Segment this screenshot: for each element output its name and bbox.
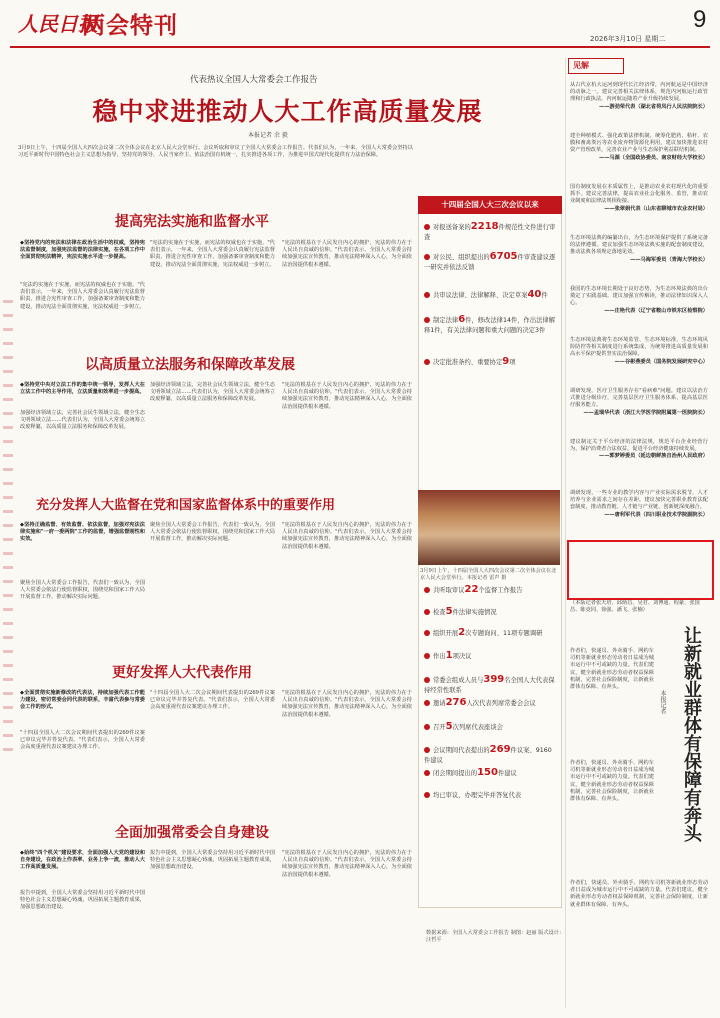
bullet-icon	[424, 653, 430, 659]
side-article-title: 让新就业群体有保障有奔头	[681, 626, 702, 842]
column-text-2: "宪法的根基在于人民发自内心的拥护，宪法的伟力在于人民出自真诚的信仰。"代表们表示，全国人大常委会持续加强宪法宣传教育，推动宪法精神深入人心，为全面依法治国提供根本遵循。	[282, 382, 412, 410]
side-article-text-2: 作者们，快递员、外卖骑手、网约车司机等新就业形态劳动者日益成为城市运行中不可或缺的力量。代表们建议，健全新就业形态劳动者权益保障机制，完善社会保险制度，让新就业群体有保障、有奔头。	[570, 760, 654, 803]
section-body-1: "宪法的实施在于实施，而宪法的权威也在于实施。"代表们表示，一年来，全国人大常委会认真履行宪法监督职责，推进合宪性审查工作，加强备案审查制度和能力建设，推动宪法全面贯彻实施，宪法权威进一步树立。	[20, 282, 145, 310]
bullet-icon	[424, 724, 430, 730]
stat-prefix: 对公民、组织提出的	[433, 254, 490, 261]
stat-number: 22	[464, 584, 479, 595]
stat-suffix: 项决议	[452, 653, 472, 660]
stat-prefix: 检查	[433, 609, 446, 616]
stat-item	[424, 745, 558, 765]
editors-note: （本版记者张天培、邱炳昌、吴君、刘博通、程豪、张国昌、陈竟同、徐强、潘飞、张楠）	[570, 600, 700, 614]
stat-item	[424, 651, 558, 662]
section-body-5: 报告中提到，全国人大常委会坚持用习近平新时代中国特色社会主义思想凝心铸魂，巩固拓展主题教育成果，加强思想政治建设。	[20, 890, 145, 911]
quote-text: 从古代京杭大运河到现代长江经济带，内河航运是中国经济的动脉之一。建议完善相关法律体系，规范内河航运行政管理和行政执法，内河航运随着产业升级持续发展。	[570, 82, 708, 103]
stat-item	[424, 290, 558, 301]
stat-suffix: 件，修改法律14件，作出法律解释1件，有关法律问题和重大问题的决定3件	[424, 317, 556, 334]
quote-signature: ——郭梦婷委员（延边朝鲜族自治州人民政府）	[599, 453, 708, 460]
section-body-1b: "宪法的实施在于实施，而宪法的权威也在于实施。"代表们表示，一年来，全国人大常委会认真履行宪法监督职责，推进合宪性审查工作，加强备案审查制度和能力建设，推动宪法全面贯彻实施，宪法权威进一步树立。	[150, 240, 275, 268]
quote-signature: ——谷彬燕委员（国务院发展研究中心）	[614, 358, 708, 365]
stat-suffix: 件审查建议逐一研究并依法反馈	[424, 254, 556, 271]
stat-number: 276	[445, 697, 467, 708]
stat-item	[424, 675, 558, 695]
photo-caption: 3月9日上午，十四届全国人大四次会议第二次全体会议在北京人民大会堂举行。本报记者 雷声 摄	[420, 568, 557, 582]
stat-suffix: 名全国人大代表保持经常性联系	[424, 677, 555, 694]
stat-number: 40	[527, 289, 542, 300]
stat-suffix: 次专题询问、11项专题调研	[465, 630, 543, 637]
insight-quote	[570, 388, 708, 417]
bullet-icon	[424, 587, 430, 593]
quote-signature: ——马源（全国政协委员、南京财经大学校长）	[599, 154, 708, 161]
stat-number: 269	[489, 744, 511, 755]
insights-label: 见解	[568, 58, 624, 74]
section-lead-3: ◆坚持正确监督、有效监督、依法监督，加强对宪法法律实施和"一府一委两院"工作的监督，增强监督刚性和实效。	[20, 522, 145, 543]
stat-prefix: 闭会期间提出的	[433, 770, 478, 777]
section-lead-4: ◆全面贯彻实施新修改的代表法，持续加强代表工作能力建设，密切常委会同代表的联系，丰富代表参与常委会工作的形式。	[20, 690, 145, 711]
stat-item	[424, 607, 558, 618]
stat-suffix: 个监督工作报告	[478, 587, 523, 594]
quote-text: 调研发现，一些专业的教学内容与产业实际需求脱节，人才培养与企业需求之间存在差距。建议加快完善职业教育法配套制度，推动教育链、人才链与产业链、创新链深度融合。	[570, 490, 708, 511]
stat-prefix: 均已审议、办理完毕并答复代表	[433, 792, 522, 799]
column-text-3: "宪法的根基在于人民发自内心的拥护，宪法的伟力在于人民出自真诚的信仰。"代表们表示，全国人大常委会持续加强宪法宣传教育，推动宪法精神深入人心，为全面依法治国提供根本遵循。	[282, 522, 412, 550]
section-heading-3: 充分发挥人大监督在党和国家监督体系中的重要作用	[36, 498, 336, 513]
section-heading-2: 以高质量立法服务和保障改革发展	[85, 357, 295, 373]
stat-prefix: 对报送备案的	[433, 224, 471, 231]
stat-suffix: 件	[541, 292, 548, 299]
insight-quote	[570, 286, 708, 315]
quote-text: 国有制度发展在本质属性上，是推动农业农村现代化的重要抓手。建议完善法律，提高农业社会化服务、监管，推动农业制度和法律法规相衔接。	[570, 184, 708, 205]
stat-suffix: 项	[509, 359, 516, 366]
stat-number: 5	[445, 721, 453, 732]
footer-credits: 数据来源：全国人大常委会工作报告 制图：赵丽 版式设计：汪哲平	[426, 930, 565, 944]
stat-number: 1	[445, 650, 453, 661]
header-rule	[10, 46, 710, 48]
side-article-text: 作者们，快递员、外卖骑手、网约车司机等新就业形态劳动者日益成为城市运行中不可或缺的力量。代表们建议，健全新就业形态劳动者权益保障机制，完善社会保险制度，让新就业群体有保障、有奔头。	[570, 648, 654, 691]
stat-number: 2218	[470, 221, 499, 232]
column-text-1: "宪法的根基在于人民发自内心的拥护，宪法的伟力在于人民出自真诚的信仰。"代表们表示，全国人大常委会持续加强宪法宣传教育，推动宪法精神深入人心，为全面依法治国提供根本遵循。	[282, 240, 412, 268]
quote-text: 生态环境法典的编纂出台，为生态环境保护提供了系统完备的法律遵循。建议加强生态环境法典实施的配套制度建设，推动法典各项规定落地见效。	[570, 235, 708, 256]
stat-number: 5	[445, 606, 453, 617]
stat-suffix: 件规范性文件进行审查	[424, 224, 556, 241]
stat-prefix: 共听取审议	[433, 587, 465, 594]
insight-quote	[570, 490, 708, 519]
section-body-2b: 加强经济领域立法，完善社会民生领域立法，健全生态文明领域立法……代表们认为，全国人大常委会统筹立改废释纂，以高质量立法服务和保障改革发展。	[150, 382, 275, 403]
column-text-4: "宪法的根基在于人民发自内心的拥护，宪法的伟力在于人民出自真诚的信仰。"代表们表示，全国人大常委会持续加强宪法宣传教育，推动宪法精神深入人心，为全面依法治国提供根本遵循。	[282, 690, 412, 718]
section-body-4b: "十四届全国人大二次会议期间代表提出的269件议案已审议完毕并答复代表。"代表们表示，全国人大常委会高度重视代表议案建议办理工作。	[150, 690, 275, 711]
quote-signature: ——孟瑞华代表（浙江大学医学院附属第一医院院长）	[583, 409, 708, 416]
bullet-icon	[424, 317, 430, 323]
page-number: 9	[693, 6, 707, 33]
stat-number: 6	[458, 314, 466, 325]
stat-prefix: 制定法律	[433, 317, 459, 324]
side-article-byline: 本报记者	[659, 690, 666, 714]
section-body-4: "十四届全国人大二次会议期间代表提出的269件议案已审议完毕并答复代表。"代表们表示，全国人大常委会高度重视代表议案建议办理工作。	[20, 730, 145, 751]
quote-signature: ——庄艳代表（辽宁省鞍山市铁东区检察院）	[604, 307, 708, 314]
article-subtitle: 代表热议全国人大常委会工作报告	[190, 75, 318, 85]
stat-number: 6705	[489, 251, 518, 262]
insight-quote	[570, 133, 708, 162]
insight-quote	[570, 439, 708, 461]
stat-prefix: 召开	[433, 724, 446, 731]
quote-signature: ——马海军委员（青海大学校长）	[630, 256, 708, 263]
stat-item	[424, 315, 558, 335]
section-heading-4: 更好发挥人大代表作用	[112, 665, 252, 681]
highlight-box	[567, 540, 714, 600]
stat-suffix: 人次代表列席常委会会议	[466, 700, 536, 707]
stat-prefix: 邀请	[433, 700, 446, 707]
section-body-2: 加强经济领域立法，完善社会民生领域立法，健全生态文明领域立法……代表们认为，全国人大常委会统筹立改废释纂，以高质量立法服务和保障改革发展。	[20, 410, 145, 431]
quote-signature: ——唐利军代表（四川职业技术学院副院长）	[604, 511, 708, 518]
section-lead-2: ◆坚持党中央对立法工作的集中统一领导，发挥人大在立法工作中的主导作用，立法质量和效率进一步提高。	[20, 382, 145, 396]
bullet-icon	[424, 609, 430, 615]
stat-number: 150	[477, 767, 498, 778]
stat-item	[424, 357, 558, 368]
article-byline: 本报记者 余 毅	[248, 132, 288, 139]
bullet-icon	[424, 224, 430, 230]
stat-item	[424, 222, 558, 242]
stat-prefix: 决定批准条约、重要协定	[433, 359, 503, 366]
stat-prefix: 组织开展	[433, 630, 459, 637]
stat-item	[424, 768, 558, 779]
stat-prefix: 常委会组成人员与	[433, 677, 484, 684]
stat-prefix: 会议期间代表提出的	[433, 747, 490, 754]
section-body-3b: 聚焦全国人大常委会工作报告，代表们一致认为，全国人大常委会依法行使监督职权，围绕党和国家工作大局开展监督工作，推动解决实际问题。	[150, 522, 275, 543]
stat-item	[424, 585, 558, 596]
quote-text: 建全种植模式、强化政策法律机制，统筹化肥药、秸秆、农膜和畜禽粪污等农业废弃物资源化利用，建议加快推进农村资产管理改革，完善农业产业与生态保护利益联结机制。	[570, 133, 708, 154]
issue-date: 2026年3月10日 星期二	[590, 35, 666, 43]
article-intro: 3月9日上午，十四届全国人大四次会议第二次全体会议在北京人民大会堂举行。会议听取和审议了全国人大常委会工作报告。代表们认为，一年来，全国人大常委会坚持以习近平新时代中国特色社会主义思想为指导，坚持党的领导、人民当家作主、依法治国有机统一，扎实推进各项工作，为推进中国式现代化提供有力法治保障。	[18, 145, 413, 159]
quote-text: 调研发现，医疗卫生服务存在"看病难"问题。建议以法治方式推进分级诊疗，完善基层医疗卫生服务体系，提高基层医疗服务能力。	[570, 388, 708, 409]
stat-suffix: 次列席代表座谈会	[452, 724, 503, 731]
bullet-icon	[424, 630, 430, 636]
quote-signature: ——张翠娟代表（山东省聊城市农业农村局）	[604, 205, 708, 212]
stat-item	[424, 628, 558, 639]
stat-prefix: 作出	[433, 653, 446, 660]
section-lead-5: ◆始终"四个机关"建设要求，全面加强人大党的建设和自身建设，在政治上作表率、业务上争一流，推动人大工作高质量发展。	[20, 850, 145, 871]
bullet-icon	[424, 254, 430, 260]
section-heading-1: 提高宪法实施和监督水平	[115, 214, 269, 230]
quote-signature: ——游劲荣代表（湖北省荷凤行人民法院院长）	[599, 103, 708, 110]
insight-quote	[570, 235, 708, 264]
stat-number: 2	[458, 627, 466, 638]
quote-text: 建议制定关于平台经济的法律法规，规范平台企业经营行为，保护消费者合法权益，促进平台经济健康持续发展。	[570, 439, 708, 453]
section-body-5b: 报告中提到，全国人大常委会坚持用习近平新时代中国特色社会主义思想凝心铸魂，巩固拓展主题教育成果，加强思想政治建设。	[150, 850, 275, 871]
stat-item	[424, 698, 558, 709]
bullet-icon	[424, 700, 430, 706]
insight-quote	[570, 82, 708, 111]
insight-quote	[570, 184, 708, 213]
stat-item	[424, 252, 558, 272]
quote-text: 我国的生态环境长期处于良好态势，为生态环境法典的出台奠定了实践基础。建议加强宣传解读，推动法律知识深入人心。	[570, 286, 708, 307]
section-heading-5: 全面加强常委会自身建设	[115, 825, 269, 841]
stat-item	[424, 722, 558, 733]
insight-quote	[570, 337, 708, 366]
bullet-icon	[424, 770, 430, 776]
stat-suffix: 件法律实施情况	[452, 609, 497, 616]
stat-suffix: 件议案、9160件建议	[424, 747, 552, 764]
bullet-icon	[424, 359, 430, 365]
bullet-icon	[424, 747, 430, 753]
stat-item	[424, 790, 558, 801]
session-photo	[418, 490, 560, 565]
side-article-text-3: 作者们，快递员、外卖骑手、网约车司机等新就业形态劳动者日益成为城市运行中不可或缺的力量。代表们建议，健全新就业形态劳动者权益保障机制，完善社会保险制度，让新就业群体有保障、有奔头。	[570, 880, 708, 908]
column-text-5: "宪法的根基在于人民发自内心的拥护，宪法的伟力在于人民出自真诚的信仰。"代表们表示，全国人大常委会持续加强宪法宣传教育，推动宪法精神深入人心，为全面依法治国提供根本遵循。	[282, 850, 412, 878]
stat-prefix: 共审议法律、法律解释、决定草案	[433, 292, 528, 299]
stats-sidebar-heading: 十四届全国人大三次会议以来	[418, 196, 562, 214]
section-body-3: 聚焦全国人大常委会工作报告，代表们一致认为，全国人大常委会依法行使监督职权，围绕党和国家工作大局开展监督工作，推动解决实际问题。	[20, 580, 145, 601]
quote-text: 生态环境法典将生态环境监管、生态环境标准、生态环境风险防控等相关制度进行系统集成，为统筹推进高质量发展和高水平保护提供坚实法治保障。	[570, 337, 708, 358]
column-divider	[565, 58, 566, 1008]
stat-number: 9	[502, 356, 510, 367]
section-lead-1: ◆坚持党内的宪法和法律在政治生活中的权威，坚持宪法监督制度，加强宪法监督的法律实施，在各项工作中全面贯彻宪法精神，宪法实施水平进一步提高。	[20, 240, 145, 261]
stat-number: 399	[483, 674, 505, 685]
section-brand: 两会特刊	[82, 13, 178, 39]
bullet-icon	[424, 792, 430, 798]
article-title: 稳中求进推动人大工作高质量发展	[92, 97, 483, 126]
stat-suffix: 件建议	[497, 770, 517, 777]
bullet-icon	[424, 677, 430, 683]
newspaper-logo: 人民日报	[18, 12, 98, 36]
bullet-icon	[424, 292, 430, 298]
decorative-border	[3, 300, 13, 760]
